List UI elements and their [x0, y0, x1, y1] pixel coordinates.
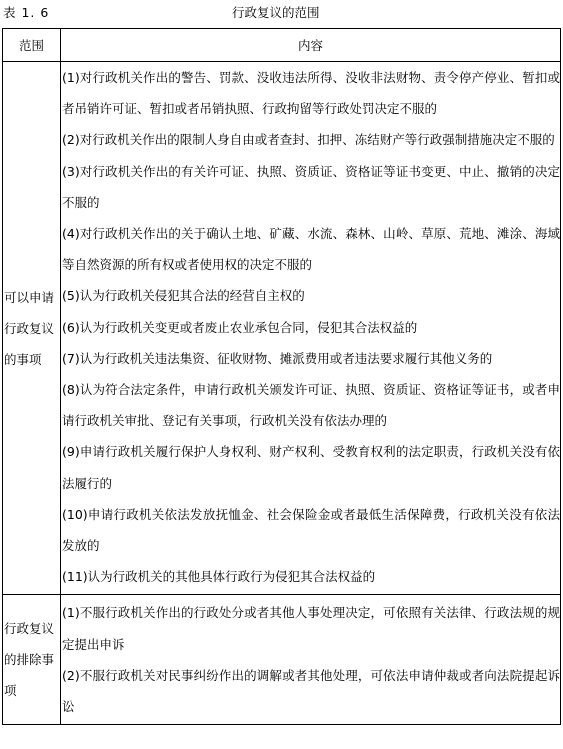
- list-item: (9)申请行政机关履行保护人身权利、财产权利、受教育权利的法定职责，行政机关没有依法履行的: [62, 444, 560, 491]
- list-item: (1)不服行政机关作出的行政处分或者其他人事处理决定，可依照有关法律、行政法规的规定提出申诉: [62, 605, 560, 652]
- list-item: (7)认为行政机关违法集资、征收财物、摊派费用或者违法要求履行其他义务的: [62, 350, 493, 366]
- list-item: (5)认为行政机关侵犯其合法的经营自主权的: [62, 288, 305, 304]
- list-item: (10)申请行政机关依法发放抚恤金、社会保险金或者最低生活保障费，行政机关没有依法发放的: [62, 506, 560, 554]
- list-item: (8)认为符合法定条件，申请行政机关颁发许可证、执照、资质证、资格证等证书，或者申请行政机关审批、登记有关事项，行政机关没有依法办理的: [62, 382, 560, 429]
- scope-cell-reviewable-matters: 可以申请行政复议的事项: [3, 62, 61, 595]
- list-item: (11)认为行政机关的其他具体行政行为侵犯其合法权益的: [62, 569, 376, 585]
- table-row: [3, 62, 561, 595]
- list-item: (2)对行政机关作出的限制人身自由或者查封、扣押、冻结财产等行政强制措施决定不服的: [62, 132, 555, 148]
- content-cell-excluded-matters: [61, 595, 561, 725]
- column-header-scope: 范围: [3, 29, 61, 62]
- column-header-content: 内容: [61, 29, 561, 62]
- list-item: (1)对行政机关作出的警告、罚款、没收违法所得、没收非法财物、责令停产停业、暂扣或者吊销许可证、暂扣或者吊销执照、行政拘留等行政处罚决定不服的: [62, 70, 560, 117]
- list-item: (2)不服行政机关对民事纠纷作出的调解或者其他处理，可依法申请仲裁或者向法院提起诉讼: [62, 667, 560, 715]
- content-cell-reviewable-matters: [61, 62, 561, 595]
- document-header: [0, 0, 563, 24]
- table-number: 表 1. 6: [3, 5, 50, 20]
- scope-cell-excluded-matters: 行政复议的排除事项: [3, 595, 61, 725]
- review-scope-table: [2, 28, 561, 725]
- table-title: 行政复议的范围: [232, 5, 320, 20]
- table-header-row: [3, 29, 561, 62]
- list-item: (4)对行政机关作出的关于确认土地、矿藏、水流、森林、山岭、草原、荒地、滩涂、海域等自然资源的所有权或者使用权的决定不服的: [62, 226, 560, 273]
- list-item: (3)对行政机关作出的有关许可证、执照、资质证、资格证等证书变更、中止、撤销的决定不服的: [62, 163, 560, 210]
- list-item: (6)认为行政机关变更或者废止农业承包合同，侵犯其合法权益的: [62, 319, 418, 335]
- table-row: [3, 595, 561, 725]
